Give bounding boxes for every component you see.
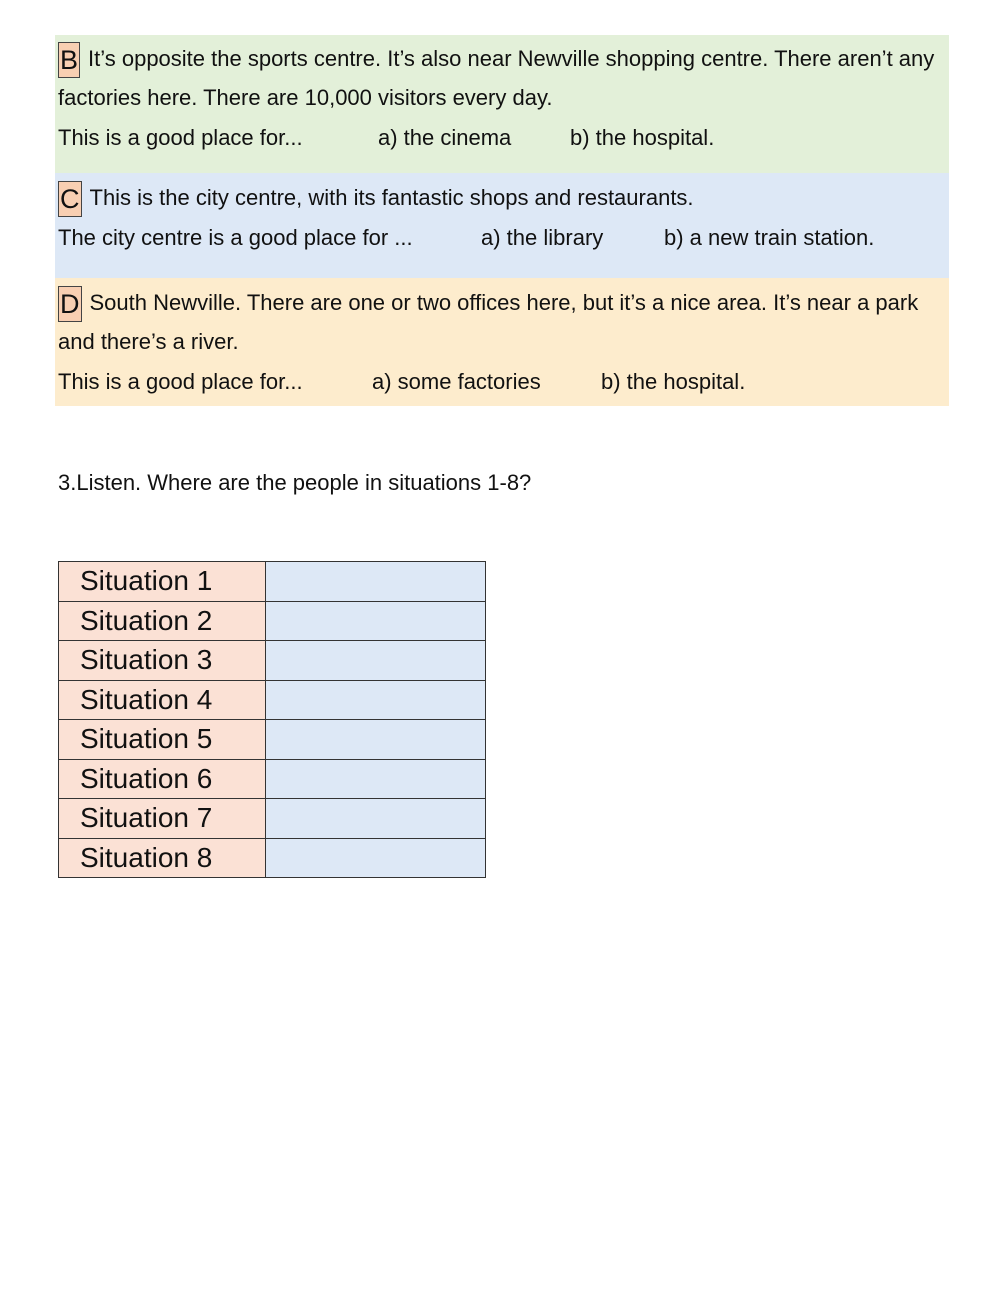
situation-label: Situation 1 — [59, 562, 266, 602]
situation-label: Situation 5 — [59, 720, 266, 760]
block-d-paragraph — [58, 278, 945, 361]
table-row — [59, 720, 486, 760]
block-b-letter: B — [58, 42, 80, 78]
situation-label: Situation 3 — [59, 641, 266, 681]
situation-answer-cell[interactable] — [266, 838, 486, 878]
situation-answer-cell[interactable] — [266, 720, 486, 760]
block-c-question-line — [58, 225, 945, 251]
table-row — [59, 562, 486, 602]
block-b-option-a[interactable]: a) the cinema — [378, 125, 512, 150]
block-c-option-b[interactable]: b) a new train station. — [664, 225, 875, 250]
situation-label: Situation 2 — [59, 601, 266, 641]
table-row — [59, 680, 486, 720]
exercise-3-title: 3.Listen. Where are the people in situations 1-8? — [58, 470, 532, 495]
block-b-question-line — [58, 125, 945, 151]
table-row — [59, 838, 486, 878]
block-d-option-a[interactable]: a) some factories — [372, 369, 541, 394]
situation-answer-cell[interactable] — [266, 759, 486, 799]
block-c-text: This is the city centre, with its fantastic shops and restaurants. — [89, 185, 694, 210]
block-d-option-b[interactable]: b) the hospital. — [601, 369, 746, 394]
text-block-d — [55, 278, 949, 406]
situation-table — [58, 561, 486, 878]
block-c-letter: C — [58, 181, 82, 217]
block-b-paragraph — [58, 35, 945, 117]
block-c-question: The city centre is a good place for ... — [58, 225, 413, 250]
table-row — [59, 799, 486, 839]
situation-label: Situation 6 — [59, 759, 266, 799]
situation-label: Situation 4 — [59, 680, 266, 720]
situation-answer-cell[interactable] — [266, 562, 486, 602]
situation-answer-cell[interactable] — [266, 641, 486, 681]
block-d-text: South Newville. There are one or two offices here, but it’s a nice area. It’s near a park and there’s a river. — [58, 290, 919, 354]
block-b-question: This is a good place for... — [58, 125, 303, 150]
block-c-paragraph — [58, 173, 945, 217]
table-row — [59, 601, 486, 641]
block-d-question: This is a good place for... — [58, 369, 303, 394]
situation-answer-cell[interactable] — [266, 799, 486, 839]
situation-label: Situation 7 — [59, 799, 266, 839]
table-row — [59, 759, 486, 799]
situation-answer-cell[interactable] — [266, 680, 486, 720]
block-d-letter: D — [58, 286, 82, 322]
block-b-option-b[interactable]: b) the hospital. — [570, 125, 715, 150]
block-c-option-a[interactable]: a) the library — [481, 225, 604, 250]
table-row — [59, 641, 486, 681]
text-block-c — [55, 173, 949, 278]
text-block-b — [55, 35, 949, 173]
block-b-text: It’s opposite the sports centre. It’s also near Newville shopping centre. There aren’t any factories here. There are 10,000 visitors every day. — [58, 46, 935, 110]
situation-label: Situation 8 — [59, 838, 266, 878]
situation-answer-cell[interactable] — [266, 601, 486, 641]
block-d-question-line — [58, 369, 945, 395]
